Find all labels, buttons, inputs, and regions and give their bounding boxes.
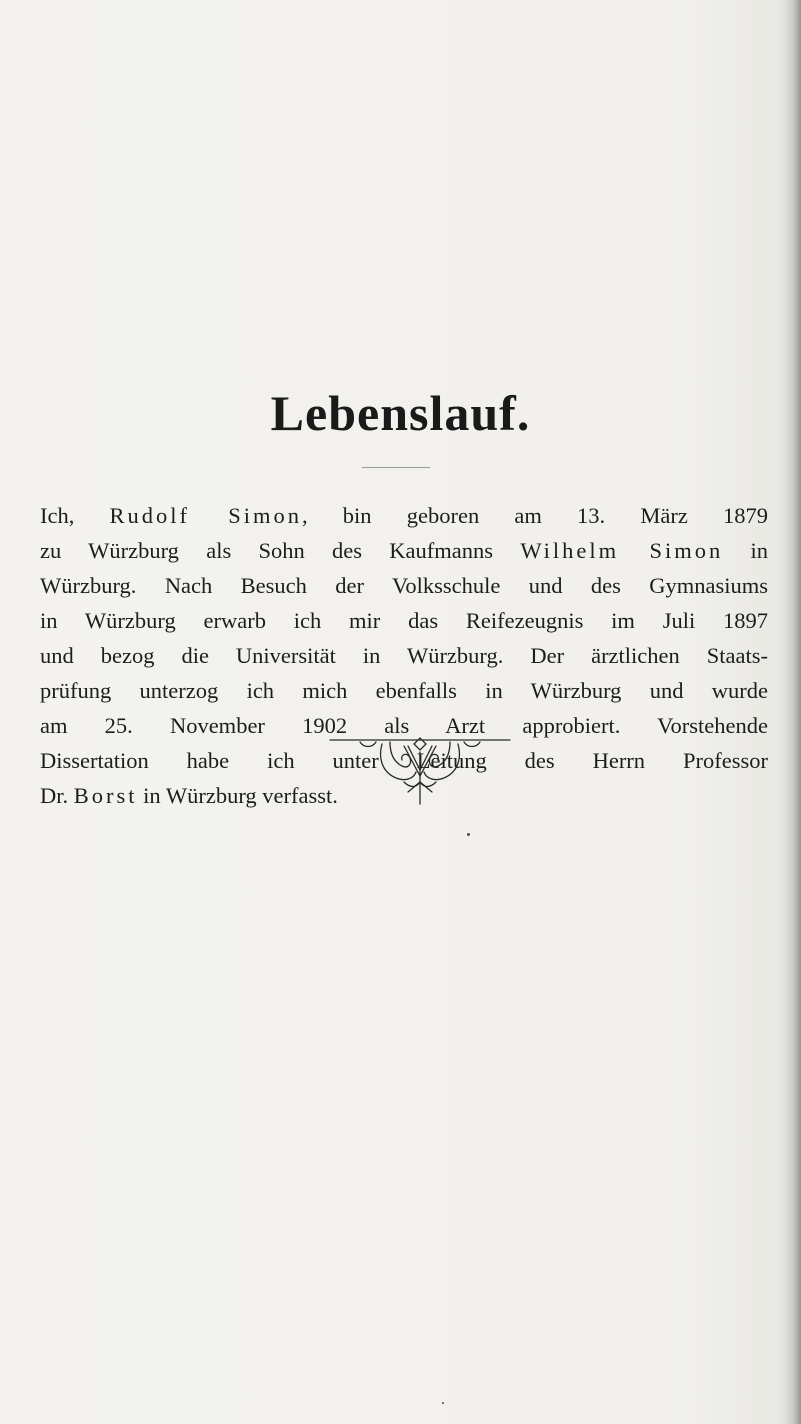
page-title: Lebenslauf. <box>270 385 531 441</box>
text-line: zu Würzburg als Sohn des Kaufmanns Wilhelm Simon in <box>40 538 769 563</box>
text-line: in Würzburg erwarb ich mir das Reifezeugnis im Juli 1897 <box>40 608 768 633</box>
page-edge-shadow <box>785 0 801 1424</box>
person-name: Wilhelm Simon <box>520 538 724 563</box>
paper-speck <box>467 833 470 836</box>
text-line: am 25. November 1902 als Arzt approbiert. Vorstehende <box>40 713 768 738</box>
text-line: Dissertation habe ich unter Leitung des Herrn Professor <box>40 748 768 773</box>
title-divider <box>362 467 430 468</box>
text-line: Ich, Rudolf Simon, bin geboren am 13. März 1879 <box>40 503 768 528</box>
person-name: Borst <box>73 783 138 808</box>
fleuron-ornament-icon <box>320 736 520 806</box>
text-line: prüfung unterzog ich mich ebenfalls in Würzburg und wurde <box>40 678 768 703</box>
person-name: Rudolf Simon <box>109 503 302 528</box>
paper-speck <box>442 1402 444 1404</box>
text-line: Dr. Borst in Würzburg verfasst. <box>40 783 338 808</box>
text-line: und bezog die Universität in Würzburg. Der ärztlichen Staats- <box>40 643 768 668</box>
text-line: Würzburg. Nach Besuch der Volksschule und des Gymnasiums <box>40 573 768 598</box>
